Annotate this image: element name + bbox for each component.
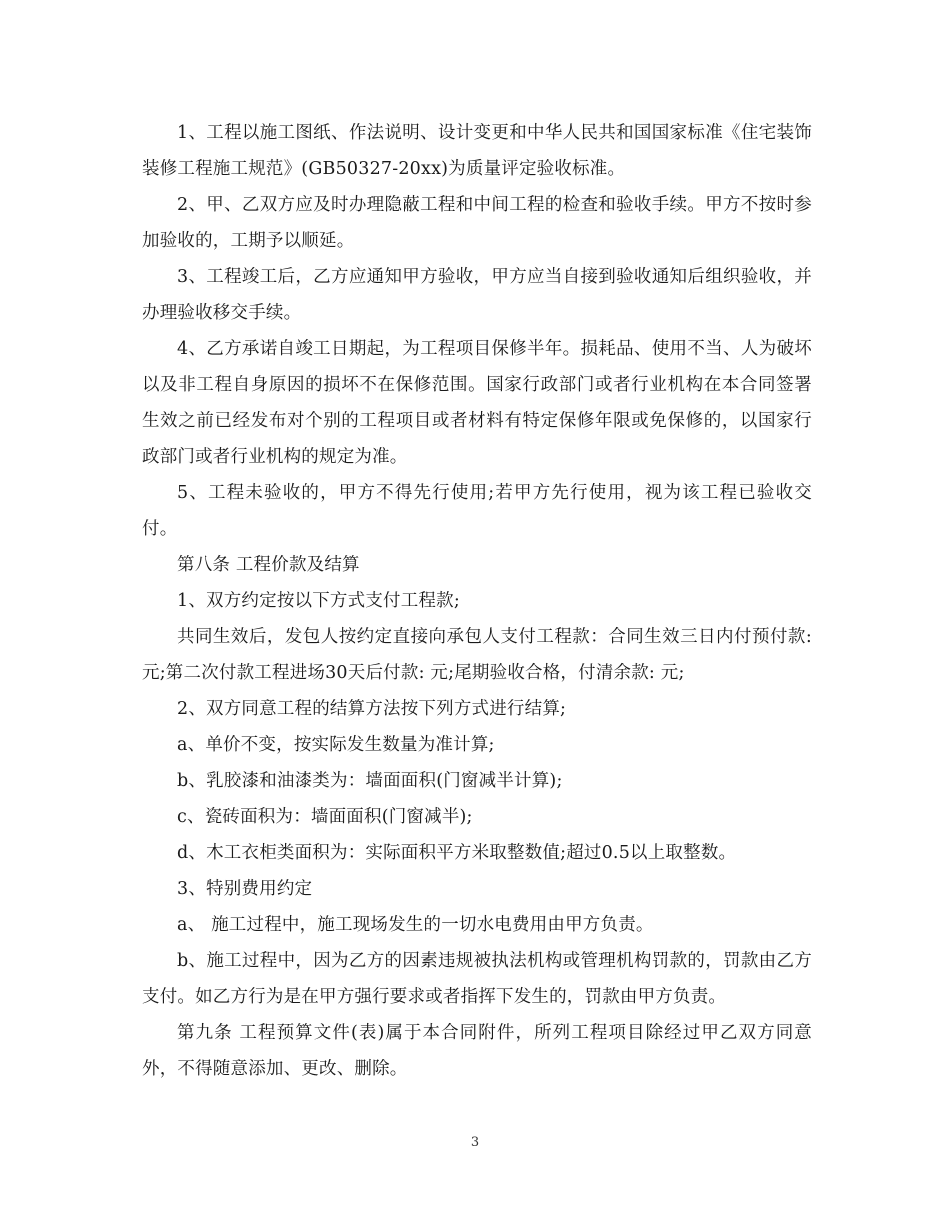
article-paragraph: 第九条 工程预算文件(表)属于本合同附件，所列工程项目除经过甲乙双方同意外，不得随意添加、更改、删除。 [142,1023,812,1079]
clause-paragraph: 3、工程竣工后，乙方应通知甲方验收，甲方应当自接到验收通知后组织验收，并办理验收移交手续。 [142,267,812,323]
document-body [142,115,812,1087]
clause-paragraph: 1、工程以施工图纸、作法说明、设计变更和中华人民共和国国家标准《住宅装饰装修工程施工规范》(GB50327-20xx)为质量评定验收标准。 [142,123,812,179]
clause-paragraph: 1、双方约定按以下方式支付工程款; [177,591,460,611]
page-number: 3 [470,1135,480,1150]
clause-paragraph: c、瓷砖面积为：墙面面积(门窗减半); [177,807,473,827]
clause-paragraph: b、乳胶漆和油漆类为：墙面面积(门窗减半计算); [177,771,563,791]
clause-paragraph: b、施工过程中，因为乙方的因素违规被执法机构或管理机构罚款的，罚款由乙方支付。如乙方行为是在甲方强行要求或者指挥下发生的，罚款由甲方负责。 [142,951,812,1007]
clause-paragraph: d、木工衣柜类面积为：实际面积平方米取整数值;超过0.5以上取整数。 [177,843,737,863]
clause-paragraph: 4、乙方承诺自竣工日期起，为工程项目保修半年。损耗品、使用不当、人为破坏以及非工程自身原因的损坏不在保修范围。国家行政部门或者行业机构在本合同签署生效之前已经发布对个别的工程项目或者材料有特定保修年限或免保修的，以国家行政部门或者行业机构的规定为准。 [142,339,812,467]
clause-paragraph: 2、甲、乙双方应及时办理隐蔽工程和中间工程的检查和验收手续。甲方不按时参加验收的，工期予以顺延。 [142,195,812,251]
clause-paragraph: 3、特别费用约定 [177,879,313,899]
article-heading: 第八条 工程价款及结算 [177,555,360,575]
clause-paragraph: a、 施工过程中，施工现场发生的一切水电费用由甲方负责。 [177,915,654,935]
clause-paragraph: a、单价不变，按实际发生数量为准计算; [177,735,495,755]
clause-paragraph: 2、双方同意工程的结算方法按下列方式进行结算; [177,699,567,719]
clause-paragraph: 5、工程未验收的，甲方不得先行使用;若甲方先行使用，视为该工程已验收交付。 [142,483,812,539]
clause-paragraph: 共同生效后，发包人按约定直接向承包人支付工程款：合同生效三日内付预付款: 元;第二次付款工程进场30天后付款: 元;尾期验收合格，付清余款: 元; [142,627,812,683]
